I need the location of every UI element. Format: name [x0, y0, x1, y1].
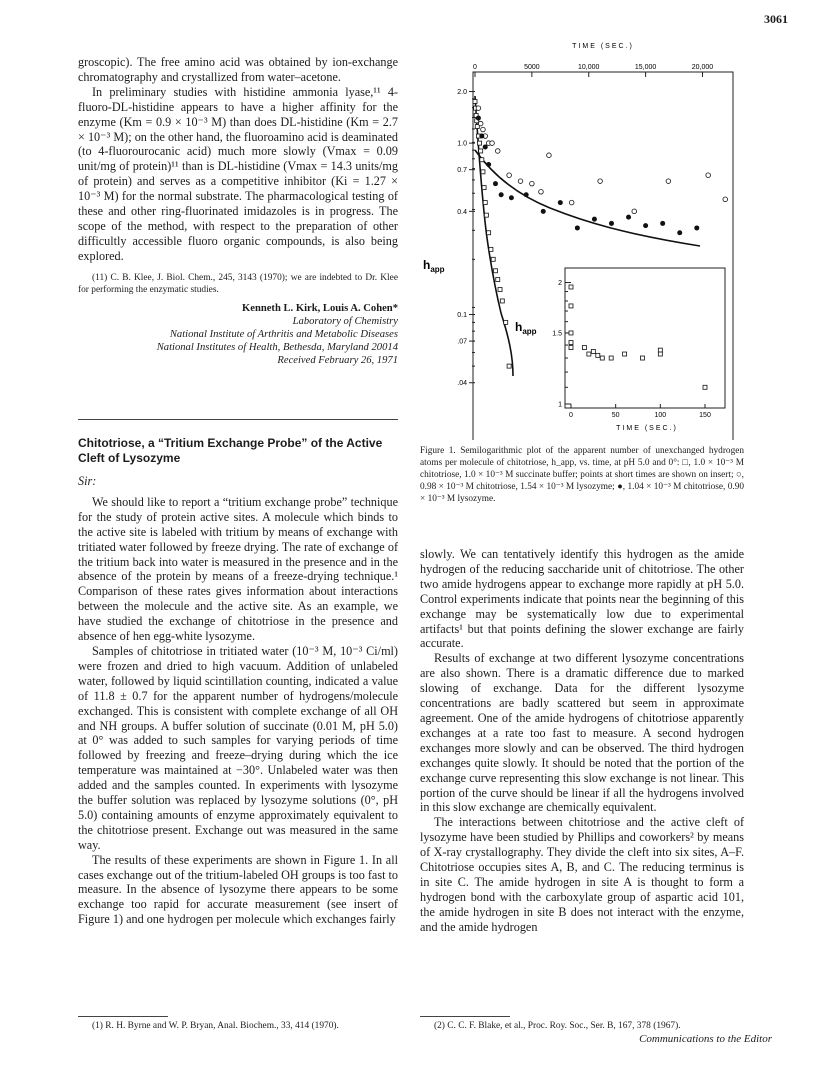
data-point-filled-circle	[476, 116, 481, 121]
author-block	[78, 302, 398, 367]
data-point-square	[484, 213, 488, 217]
right-column	[420, 547, 744, 935]
section-footer: Communications to the Editor	[639, 1033, 772, 1045]
data-point-filled-circle	[509, 195, 514, 200]
data-point-open-circle	[632, 209, 637, 214]
footnote-1: (1) R. H. Byrne and W. P. Bryan, Anal. Biochem., 33, 414 (1970).	[92, 1021, 339, 1031]
y-tick-label: .07	[457, 338, 467, 346]
affiliation: National Institute of Arthritis and Metabolic Diseases	[169, 328, 398, 340]
data-point-filled-circle	[677, 230, 682, 235]
data-point-filled-circle	[499, 192, 504, 197]
main-x-ticks	[473, 64, 713, 77]
data-point-square	[493, 269, 497, 273]
data-point-square	[507, 364, 511, 368]
inset-data-point-square	[703, 385, 707, 389]
data-point-square	[498, 287, 502, 291]
data-point-square	[478, 141, 482, 145]
salutation: Sir:	[78, 474, 97, 488]
data-point-filled-circle	[694, 225, 699, 230]
data-point-filled-circle	[479, 134, 484, 139]
y-tick-label: 0.4	[457, 208, 467, 216]
inset-data-point-square	[569, 346, 573, 350]
inset-data-point-square	[658, 348, 662, 352]
footnote-rule	[420, 1016, 510, 1017]
data-point-open-circle	[666, 179, 671, 184]
data-point-open-circle	[530, 181, 535, 186]
data-point-square	[480, 158, 484, 162]
data-point-open-circle	[476, 106, 481, 111]
footnote-rule	[78, 1016, 168, 1017]
data-point-filled-circle	[541, 209, 546, 214]
y-tick-label: .04	[457, 380, 467, 388]
inset-data-point-square	[658, 352, 662, 356]
data-point-square	[487, 231, 491, 235]
y-tick-label: 1.0	[457, 140, 467, 148]
inset-data-point-square	[569, 341, 573, 345]
inset-data-point-square	[609, 356, 613, 360]
inset-data-point-square	[587, 352, 591, 356]
affiliation: National Institutes of Health, Bethesda, Maryland 20014	[156, 341, 398, 353]
data-point-square	[500, 299, 504, 303]
inset-data-point-square	[596, 353, 600, 357]
x-tick-label: 15,000	[634, 64, 657, 71]
data-point-filled-circle	[524, 192, 529, 197]
data-point-filled-circle	[483, 144, 488, 149]
data-point-open-circle	[547, 153, 552, 158]
data-point-square	[483, 201, 487, 205]
data-point-open-circle	[495, 149, 500, 154]
data-point-filled-circle	[493, 181, 498, 186]
inset-x-tick-label: 50	[611, 412, 620, 419]
data-point-square	[496, 278, 500, 282]
inset-y-axis-label: $h_{app}$	[515, 320, 537, 336]
paragraph: The results of these experiments are shown in Figure 1. In all cases exchange out of the tritium-labeled OH groups is too fast to measure. In the absence of lysozyme there appears to be some exchange too rapid for accurate measurement (see insert of Figure 1) and one hydrogen per molecule which exchanges fairly	[78, 852, 398, 927]
figure-caption: Figure 1. Semilogarithmic plot of the apparent number of unexchanged hydrogen atoms per molecule of chitotriose, h_app, vs. time, at pH 5.0 and 0°: □, 1.0 × 10⁻³ M chitotriose, 1.0 × 10⁻³ M succinate buffer; points at short times are shown on insert; ○, 0.98 × 10⁻³ M chitotriose, 1.54 × 10⁻³ M lysozyme; ●, 1.04 × 10⁻³ M chitotriose, 0.90 × 10⁻³ M lysozyme.	[420, 446, 744, 504]
inset-data-point-square	[640, 356, 644, 360]
data-point-square	[491, 257, 495, 261]
data-point-filled-circle	[558, 200, 563, 205]
x-tick-label: 20,000	[691, 64, 714, 71]
inset-x-tick-label: 150	[699, 412, 711, 419]
inset-y-tick-label: 1	[558, 401, 562, 409]
data-point-filled-circle	[609, 221, 614, 226]
main-x-axis-label: TIME (SEC.)	[572, 43, 634, 50]
data-point-open-circle	[518, 179, 523, 184]
data-point-filled-circle	[643, 223, 648, 228]
data-point-square	[481, 170, 485, 174]
data-point-square	[482, 186, 486, 190]
data-point-filled-circle	[486, 162, 491, 167]
paragraph: groscopic). The free amino acid was obtained by ion-exchange chromatography and crystallized from water–acetone.	[78, 55, 398, 84]
inset-x-tick-label: 100	[654, 412, 667, 419]
inset-data-point-square	[569, 331, 573, 335]
divider	[78, 419, 398, 420]
paragraph: Samples of chitotriose in tritiated water (10⁻³ M, 10⁻³ Ci/ml) were frozen and dried to high vacuum. Addition of unlabeled water, followed by liquid scintillation counting, indicated a value of 11.8 ± 0.7 for the apparent number of hydrogens/molecule exchanged. This is consistent with complete exchange of all OH and NH groups. A buffer solution of succinate (0.01 M, pH 5.0) at 0° was added to such samples for varying periods of time followed by freezing and freeze–drying during which the ice temperature was maintained at −30°. Unlabeled water was then added and the samples counted. In experiments with lysozyme the buffer solution was replaced by lysozyme solutions (0°, pH 5.0) containing amounts of enzyme approximately equivalent to the chitotriose present. Exchange out was measured in the same way.	[78, 643, 398, 852]
inset-data-point-square	[582, 346, 586, 350]
fit-curve-lysozyme	[475, 150, 700, 246]
inset-data-point-square	[569, 304, 573, 308]
data-point-open-circle	[706, 173, 711, 178]
inset-data-point-square	[569, 285, 573, 289]
data-point-square	[479, 149, 483, 153]
left-column-article	[78, 436, 398, 927]
x-tick-label: 0	[473, 64, 477, 71]
data-point-open-circle	[539, 190, 544, 195]
paragraph: slowly. We can tentatively identify this hydrogen as the amide hydrogen of the reducing saccharide unit of chitotriose. The other two amide hydrogens appear to exchange more rapidly at pH 5.0. Control experiments indicate that points near the beginning of this exchange may be systematically low due to experimental artifacts¹ but that points defining the slower exchange are fairly accurate.	[420, 547, 744, 651]
data-point-open-circle	[490, 141, 495, 146]
inset-y-tick-label: 1.5	[552, 330, 562, 338]
data-point-open-circle	[598, 179, 603, 184]
inset-x-axis-label: TIME (SEC.)	[616, 425, 678, 432]
inset-frame	[565, 268, 725, 408]
page-number: 3061	[764, 12, 788, 26]
left-column-top	[78, 55, 398, 367]
data-point-open-circle	[569, 200, 574, 205]
x-tick-label: 5000	[524, 64, 540, 71]
data-point-filled-circle	[575, 225, 580, 230]
data-point-open-circle	[723, 197, 728, 202]
data-point-open-circle	[478, 121, 483, 126]
footnote-2: (2) C. C. F. Blake, et al., Proc. Roy. Soc., Ser. B, 167, 378 (1967).	[434, 1021, 681, 1031]
data-point-filled-circle	[660, 221, 665, 226]
authors: Kenneth L. Kirk, Louis A. Cohen*	[242, 302, 398, 314]
data-point-square	[473, 99, 477, 103]
y-tick-label: 2.0	[457, 89, 467, 97]
data-point-open-circle	[507, 173, 512, 178]
inset-data-point-square	[600, 356, 604, 360]
inset-data-point-square	[623, 352, 627, 356]
affiliation: Laboratory of Chemistry	[292, 315, 398, 327]
main-y-ticks	[457, 89, 475, 387]
data-point-filled-circle	[592, 217, 597, 222]
data-point-filled-circle	[626, 215, 631, 220]
main-y-axis-label: $h_{app}$	[423, 258, 445, 274]
y-tick-label: 0.1	[457, 312, 467, 320]
inset-x-tick-label: 0	[569, 412, 573, 419]
paragraph: The interactions between chitotriose and the active cleft of lysozyme have been studied by Phillips and coworkers² by means of X-ray crystallography. They divide the cleft into six sites, A–F. Chitotriose occupies sites A, B, and C. The reducing terminus is in site C. The amide hydrogen in site A is thought to form a hydrogen bond with the carboxylate group of aspartic acid 101, the amide hydrogen in site B does not interact with the enzyme, and the amide hydrogen	[420, 815, 744, 934]
paragraph: We should like to report a “tritium exchange probe” technique for the study of protein active sites. A molecule which binds to the active site is labeled with tritium by means of exchange with tritiated water followed by freeze drying. The rate of exchange of the tritium back into water is measured in the presence and in the absence of the protein by means of a freeze-drying technique.¹ Comparison of these rates gives information about interactions between the molecule and the active site. As an example, we have studied the exchange of chitotriose in the presence and absence of hen egg-white lysozyme.	[78, 494, 398, 644]
data-point-open-circle	[481, 127, 486, 132]
data-point-square	[504, 320, 508, 324]
paragraph: In preliminary studies with histidine ammonia lyase,¹¹ 4-fluoro-DL-histidine appears to have a higher affinity for the enzyme (Km = 0.9 × 10⁻³ M) than does DL-histidine (Km = 2.7 × 10⁻³ M); on the other hand, the fluoroamino acid is deaminated (to 4-fluorourocanic acid) much more slowly (Vmax = 0.09 unit/mg of protein)¹¹ than is DL-histidine (Vmax = 14.3 units/mg of protein) and serves as a competitive inhibitor (Ki = 1.27 × 10⁻³ M) for the normal substrate. The pharmacological testing of these and other ring-fluorinated imidazoles is in progress. The scope of the method, with respect to the preparation of other difficultly accessible fluoro organic compounds, is also being explored.	[78, 84, 398, 263]
footnote-11: (11) C. B. Klee, J. Biol. Chem., 245, 3143 (1970); we are indebted to Dr. Klee for performing the enzymatic studies.	[78, 272, 398, 295]
article-title: Chitotriose, a “Tritium Exchange Probe” of the Active Cleft of Lysozyme	[78, 436, 383, 465]
footnote	[78, 272, 398, 296]
received-date: Received February 26, 1971	[277, 354, 398, 366]
paragraph: Results of exchange at two different lysozyme concentrations are also shown. There is a dramatic difference due to marked slowing of exchange. Data for the different lysozyme concentrations are badly scattered but seem in approximate agreement. One of the amide hydrogens of chitotriose apparently exchanges at a rate too fast to measure. A second hydrogen exchanges more slowly and can be observed. The third hydrogen exchanges quite slowly. It should be noted that the portion of the exchange curve representing this slow exchange is not linear. This portion of the curve should be linear if all the hydrogens involved in this slow exchange are chemically equivalent.	[420, 651, 744, 815]
data-point-square	[489, 247, 493, 251]
x-tick-label: 10,000	[578, 64, 600, 71]
inset-data-point-square	[591, 349, 595, 353]
figure-1	[405, 38, 745, 440]
inset-y-tick-label: 2	[558, 280, 562, 288]
y-tick-label: 0.7	[457, 167, 467, 175]
